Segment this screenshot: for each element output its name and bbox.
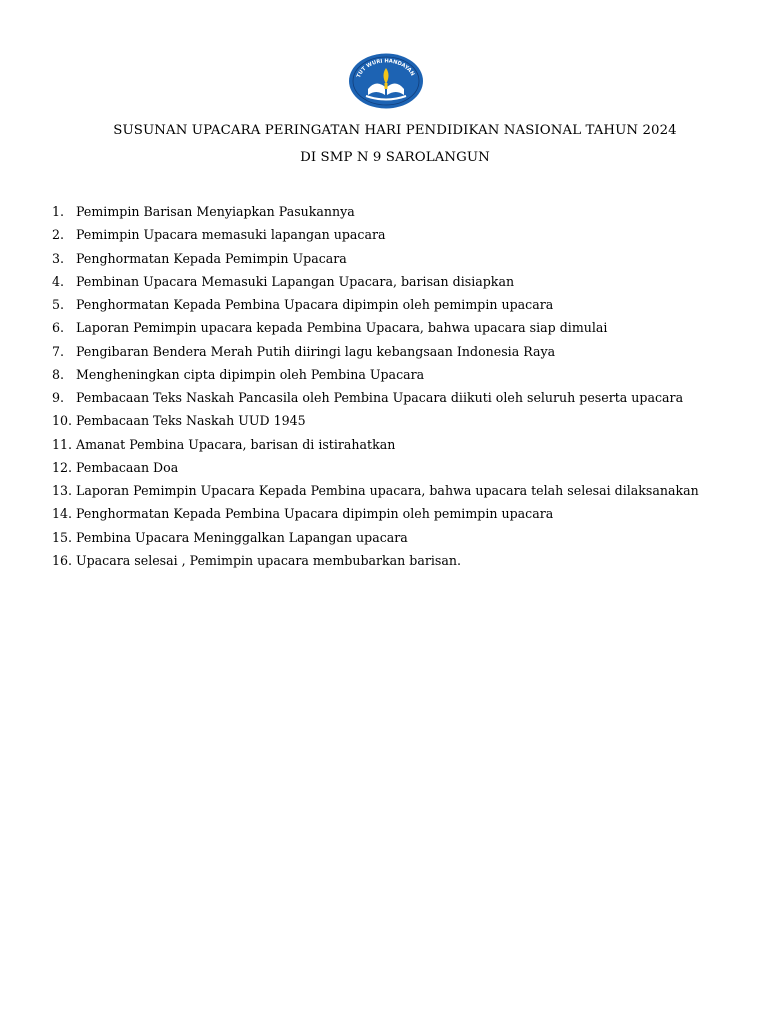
item-number: 5. [52,297,65,312]
item-number: 2. [52,227,65,243]
item-number: 10. [52,413,73,429]
item-text: Laporan Pemimpin Upacara Kepada Pembina upacara, bahwa upacara telah selesai dilaksanakan [76,483,699,498]
logo-motto: TUT WURI HANDAYAN [355,58,416,79]
item-text: Penghormatan Kepada Pembina Upacara dipimpin oleh pemimpin upacara [76,506,554,522]
list-item [52,223,740,246]
item-text: Amanat Pembina Upacara, barisan di istirahatkan [76,436,396,452]
item-number: 1. [52,204,65,219]
list-item [52,409,740,432]
item-number: 11. [52,436,73,452]
item-number: 8. [52,366,65,382]
list-item [52,386,740,409]
item-number: 6. [52,320,65,336]
item-text: Pembinan Upacara Memasuki Lapangan Upacara, barisan disiapkan [76,273,515,289]
document-subtitle: DI SMP N 9 SAROLANGUN [300,150,490,165]
list-item [52,316,740,339]
item-number: 7. [52,343,65,359]
item-text: Pembacaan Teks Naskah UUD 1945 [76,413,306,429]
tut-wuri-handayani-logo [348,53,424,109]
item-number: 4. [52,273,65,289]
item-number: 15. [52,529,73,545]
item-text: Pembacaan Teks Naskah Pancasila oleh Pembina Upacara diikuti oleh seluruh peserta upacara [76,390,684,405]
item-number: 9. [52,390,65,405]
list-item [52,200,740,223]
item-text: Penghormatan Kepada Pembina Upacara dipimpin oleh pemimpin upacara [76,297,554,312]
item-text: Pemimpin Barisan Menyiapkan Pasukannya [76,204,355,219]
list-item [52,363,740,386]
item-text: Pengibaran Bendera Merah Putih diiringi lagu kebangsaan Indonesia Raya [76,343,556,359]
item-text: Mengheningkan cipta dipimpin oleh Pembina Upacara [76,366,425,382]
list-item [52,293,740,316]
item-text: Pembina Upacara Meninggalkan Lapangan upacara [76,529,408,545]
document-title: SUSUNAN UPACARA PERINGATAN HARI PENDIDIKAN NASIONAL TAHUN 2024 [113,123,677,138]
item-text: Pembacaan Doa [76,459,179,475]
list-item [52,456,740,479]
list-item [52,247,740,270]
item-text: Laporan Pemimpin upacara kepada Pembina Upacara, bahwa upacara siap dimulai [76,320,608,336]
list-item [52,270,740,293]
list-item [52,549,740,572]
item-number: 14. [52,506,73,522]
list-item [52,340,740,363]
item-number: 3. [52,250,65,266]
list-item [52,526,740,549]
item-text: Upacara selesai , Pemimpin upacara membubarkan barisan. [76,552,461,568]
item-text: Penghormatan Kepada Pemimpin Upacara [76,250,347,266]
agenda-list [52,200,740,572]
list-item [52,502,740,525]
item-number: 13. [52,483,73,498]
list-item [52,433,740,456]
item-number: 12. [52,459,73,475]
item-number: 16. [52,552,73,568]
list-item [52,479,740,502]
item-text: Pemimpin Upacara memasuki lapangan upacara [76,227,386,243]
